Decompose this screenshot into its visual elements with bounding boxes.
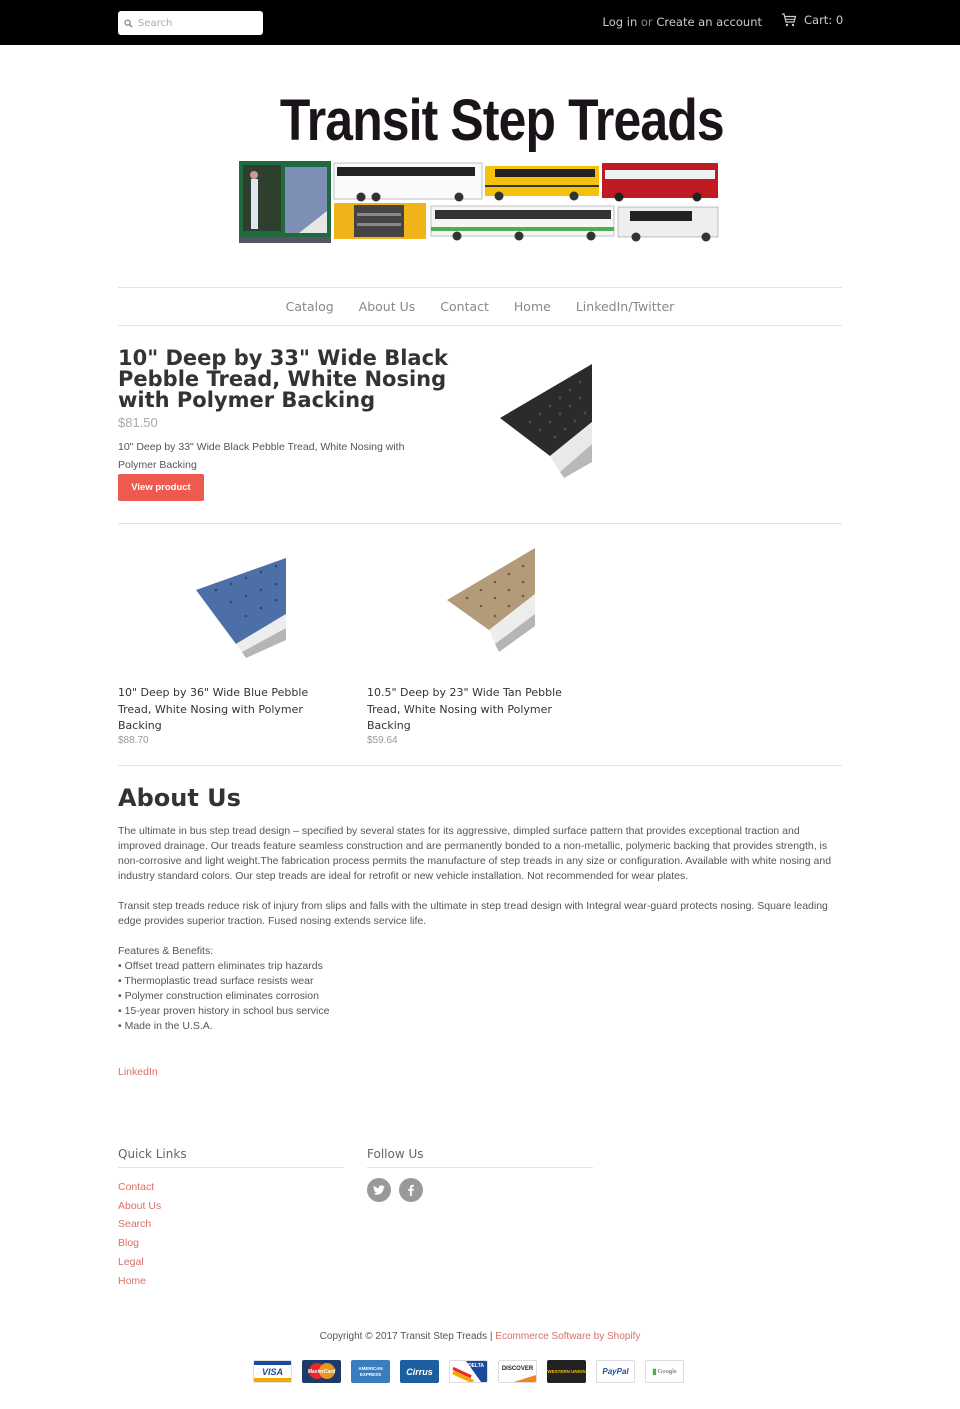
- product-name[interactable]: 10.5" Deep by 23" Wide Tan Pebble Tread, White Nosing with Polymer Backing: [367, 686, 562, 732]
- quick-links-heading: Quick Links: [118, 1147, 344, 1168]
- footer-link-search[interactable]: Search: [118, 1218, 152, 1231]
- create-account-link[interactable]: Create an account: [656, 15, 762, 29]
- follow-us-section: [367, 1147, 593, 1202]
- view-product-button[interactable]: View product: [118, 474, 204, 501]
- main-nav: [118, 287, 842, 326]
- payment-methods: [253, 1360, 684, 1383]
- twitter-icon[interactable]: [367, 1178, 391, 1202]
- footer-link-contact[interactable]: Contact: [118, 1181, 155, 1193]
- follow-us-heading: Follow Us: [367, 1147, 593, 1168]
- search-icon: [124, 19, 133, 28]
- logo-title: Transit Step Treads: [279, 88, 724, 153]
- linkedin-link[interactable]: LinkedIn: [118, 1066, 158, 1078]
- facebook-icon[interactable]: [399, 1178, 423, 1202]
- featured-product-price: $81.50: [118, 415, 158, 430]
- or-text: or: [640, 15, 653, 29]
- features-list: [118, 944, 842, 1034]
- feature-item: • Polymer construction eliminates corrosion: [118, 990, 319, 1002]
- featured-product-image[interactable]: [480, 362, 592, 488]
- account-links: [603, 15, 762, 29]
- paypal-icon: PayPal: [596, 1360, 635, 1383]
- section-divider: [118, 523, 842, 524]
- cart-label: Cart: 0: [804, 13, 844, 27]
- search-input[interactable]: [138, 18, 248, 29]
- search-box[interactable]: [118, 11, 263, 35]
- visa-icon: VISA: [253, 1360, 292, 1383]
- featured-product-title[interactable]: 10" Deep by 33" Wide Black Pebble Tread, White Nosing with Polymer Backing: [118, 346, 448, 412]
- feature-item: • Made in the U.S.A.: [118, 1020, 213, 1032]
- nav-linkedin-twitter[interactable]: LinkedIn/Twitter: [575, 299, 675, 314]
- about-heading: About Us: [118, 784, 241, 812]
- copyright: [0, 1331, 960, 1342]
- feature-item: • Thermoplastic tread surface resists wear: [118, 975, 314, 987]
- about-content: [118, 824, 842, 1034]
- delta-icon: DELTA: [449, 1360, 488, 1383]
- cart-link[interactable]: [781, 13, 843, 27]
- cart-icon: [781, 13, 797, 27]
- discover-icon: DISCOVER: [498, 1360, 537, 1383]
- cirrus-icon: Cirrus: [400, 1360, 439, 1383]
- featured-product-description: 10" Deep by 33" Wide Black Pebble Tread, White Nosing with Polymer Backing: [118, 441, 405, 471]
- section-divider: [118, 765, 842, 766]
- quick-links-section: [118, 1147, 344, 1290]
- nav-contact[interactable]: Contact: [440, 299, 489, 314]
- product-name[interactable]: 10" Deep by 36" Wide Blue Pebble Tread, White Nosing with Polymer Backing: [118, 686, 309, 732]
- footer-link-blog[interactable]: Blog: [118, 1237, 140, 1250]
- login-link[interactable]: Log in: [602, 15, 638, 29]
- western-union-icon: WESTERN UNION: [547, 1360, 586, 1383]
- nav-catalog[interactable]: Catalog: [285, 299, 334, 314]
- feature-item: • Offset tread pattern eliminates trip hazards: [118, 960, 323, 972]
- top-bar: [0, 0, 960, 45]
- footer-link-home[interactable]: Home: [118, 1274, 147, 1287]
- about-paragraph: The ultimate in bus step tread design – specified by several states for its aggressive, dimpled surface pattern that provides exceptional traction and improved drainage. Our treads feature seamless construction and are permanently bonded to a non-metallic, polymeric backing that provides strength, is non-corrosive and light weight.The fabrication process permits the manufacture of step treads in any size or configuration. Available with white nosing and industry standard colors. Our step treads are ideal for retrofit or new vehicle installation. Not recommended for wear plates.: [118, 825, 832, 882]
- nav-home[interactable]: Home: [513, 299, 551, 314]
- product-price: $59.64: [367, 734, 398, 746]
- product-image: [425, 544, 535, 670]
- bus-collage-image: [239, 161, 721, 243]
- copyright-text: Copyright © 2017 Transit Step Treads |: [319, 1331, 493, 1342]
- about-paragraph: Transit step treads reduce risk of injury from slips and falls with the ultimate in step tread design with Integral wear-guard protects nosing. Square leading edge provides superior traction. Fused nosing extends service life.: [118, 900, 828, 927]
- product-image: [176, 544, 286, 670]
- product-price: $88.70: [118, 734, 149, 746]
- product-card[interactable]: [118, 544, 343, 746]
- product-card[interactable]: [367, 544, 592, 746]
- site-logo[interactable]: [239, 88, 724, 246]
- footer-link-legal[interactable]: Legal: [118, 1255, 144, 1268]
- shopify-link[interactable]: Ecommerce Software by Shopify: [495, 1331, 641, 1342]
- feature-item: • 15-year proven history in school bus service: [118, 1005, 330, 1017]
- features-heading: Features & Benefits:: [118, 945, 214, 957]
- footer-link-about-us[interactable]: About Us: [118, 1199, 162, 1212]
- nav-about-us[interactable]: About Us: [358, 299, 416, 314]
- google-checkout-icon: ▮ Google: [645, 1360, 684, 1383]
- mastercard-icon: MasterCard: [302, 1360, 341, 1383]
- amex-icon: AMERICAN EXPRESS: [351, 1360, 390, 1383]
